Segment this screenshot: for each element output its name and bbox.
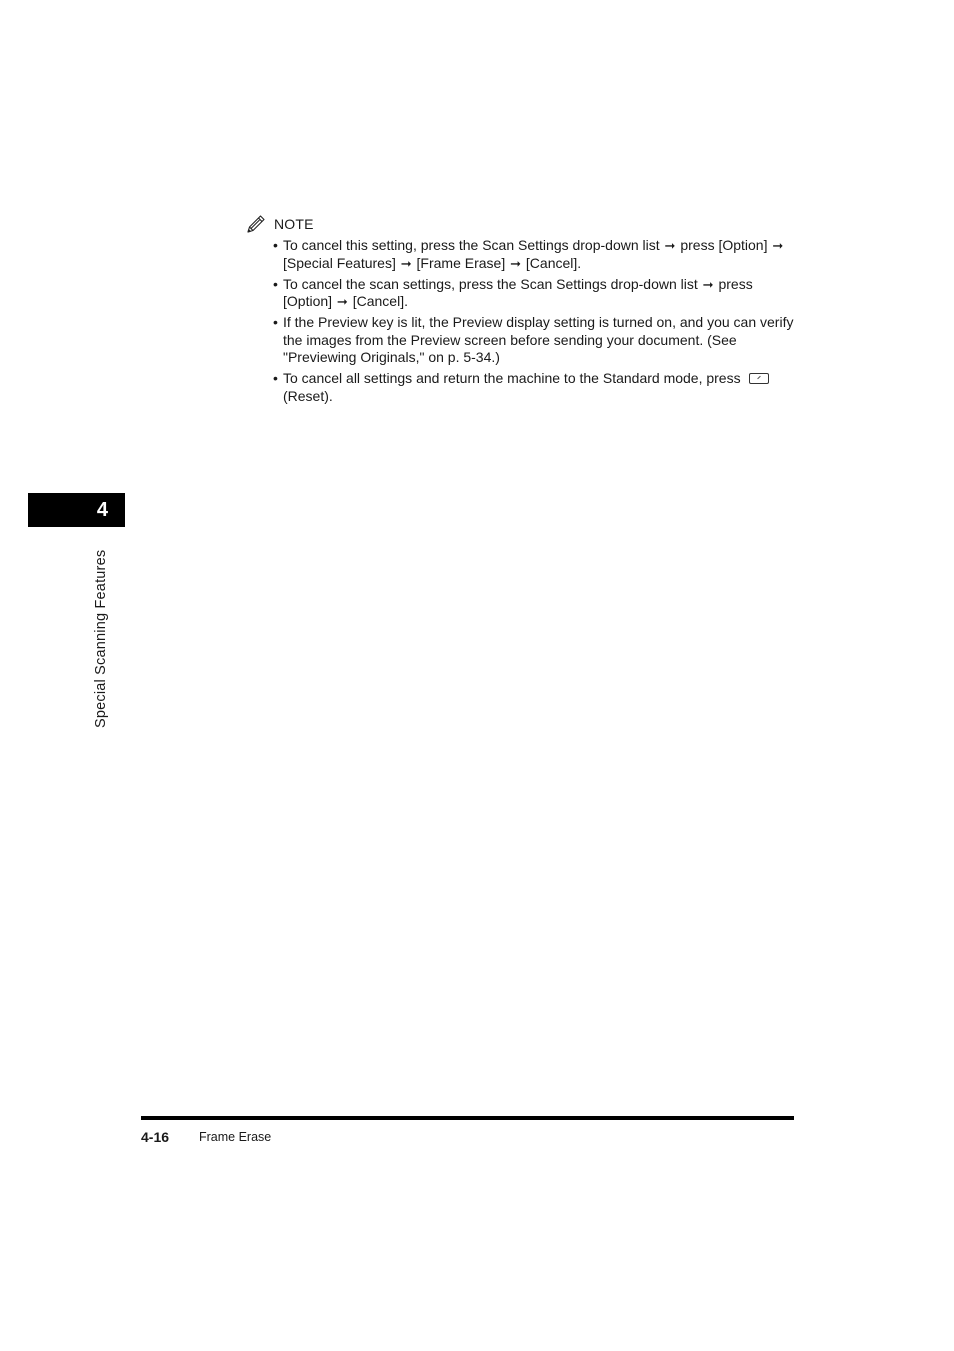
note-list [245, 237, 795, 405]
arrow-right-icon: ➞ [702, 276, 714, 292]
chapter-tab [28, 493, 125, 527]
note-text: [Cancel]. [352, 293, 408, 309]
note-text: [Frame Erase] [416, 254, 506, 271]
note-text: [Special Features] [283, 254, 396, 271]
arrow-right-icon: ➞ [664, 238, 676, 253]
arrow-right-icon: ➞ [400, 255, 412, 271]
note-text: To cancel all settings and return the machine to the Standard mode, press [283, 370, 741, 386]
note-text: the images from the Preview screen before sending your document. (See [283, 331, 737, 348]
footer-title: Frame Erase [199, 1130, 272, 1144]
note-text: (Reset). [283, 387, 333, 404]
bullet: • [273, 370, 278, 386]
note-item-reset [245, 370, 795, 405]
note-text: To cancel the scan settings, press the Scan Settings drop-down list [283, 275, 698, 292]
chapter-side-label: Special Scanning Features [93, 549, 109, 728]
bullet: • [273, 314, 278, 330]
note-title: NOTE [274, 216, 314, 232]
note-header [245, 213, 795, 235]
note-text: [Option] [283, 293, 333, 309]
note-item-cancel-scan-settings [245, 276, 795, 311]
arrow-right-icon: ➞ [510, 255, 522, 271]
note-text: press [Option] [680, 237, 768, 253]
reset-key-icon [749, 373, 769, 384]
note-item-preview [245, 314, 795, 367]
note-text: "Previewing Originals," on p. 5-34.) [283, 349, 500, 365]
page-number: 4-16 [141, 1129, 170, 1145]
arrow-right-icon: ➞ [772, 238, 784, 253]
note-text: [Cancel]. [525, 254, 582, 271]
chapter-number: 4 [96, 498, 108, 521]
note-text: To cancel this setting, press the Scan Settings drop-down list [283, 237, 660, 253]
footer-rule [141, 1116, 794, 1120]
note-item-cancel-setting [245, 237, 795, 272]
arrow-right-icon: ➞ [336, 294, 348, 309]
note-text: If the Preview key is lit, the Preview display setting is turned on, and you can verify [283, 314, 794, 330]
bullet: • [273, 237, 278, 253]
note-block [245, 213, 795, 409]
bullet: • [273, 275, 278, 292]
pencil-icon [245, 213, 267, 235]
note-text: press [718, 275, 753, 292]
